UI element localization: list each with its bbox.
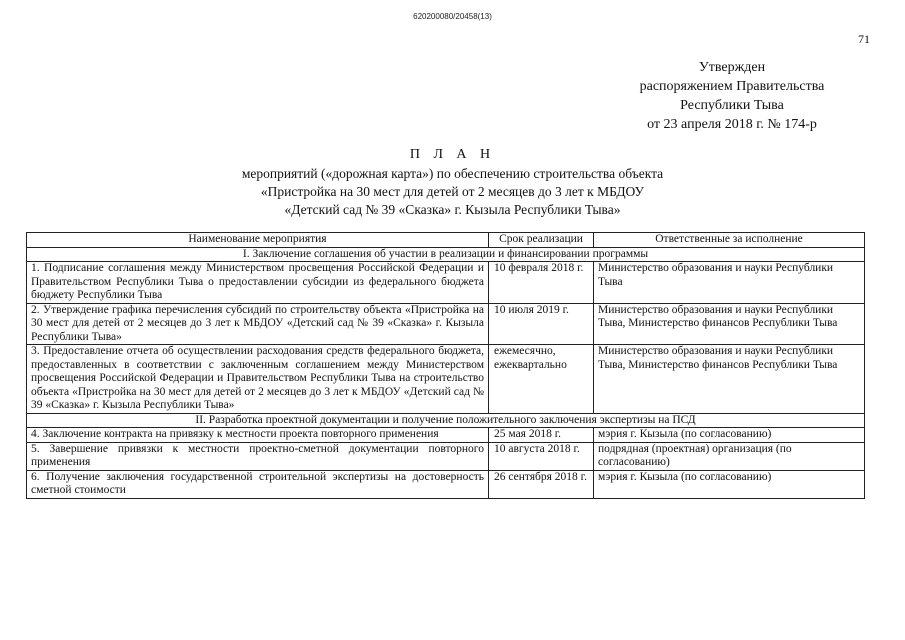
row-1-term: 10 февраля 2018 г. <box>489 262 594 304</box>
row-5-responsible: подрядная (проектная) организация (по согласованию) <box>594 442 865 470</box>
approval-line-2: распоряжением Правительства <box>639 79 825 94</box>
section-row <box>27 247 865 262</box>
approval-line-4: от 23 апреля 2018 г. № 174-р <box>647 117 817 132</box>
row-6-term: 26 сентября 2018 г. <box>489 470 594 498</box>
row-3-responsible: Министерство образования и науки Республики Тыва, Министерство финансов Республики Тыва <box>594 345 865 414</box>
approval-line-3: Республики Тыва <box>680 98 784 113</box>
row-5-activity: 5. Завершение привязки к местности проектно-сметной документации повторного применения <box>27 442 489 470</box>
plan-title: П Л А Н <box>409 147 496 162</box>
row-6-responsible: мэрия г. Кызыла (по согласованию) <box>594 470 865 498</box>
document-id: 620200080/20458(13) <box>413 12 492 21</box>
plan-subtitle-line-1: мероприятий («дорожная карта») по обеспечению строительства объекта <box>241 166 664 181</box>
row-2-responsible: Министерство образования и науки Республики Тыва, Министерство финансов Республики Тыва <box>594 303 865 345</box>
row-1-activity: 1. Подписание соглашения между Министерством просвещения Российской Федерации и Правительством Республики Тыва о предоставлении субсидии из федерального бюджета бюджету Республики Тыва <box>27 262 489 304</box>
table-row <box>27 470 865 498</box>
table-row <box>27 442 865 470</box>
approval-line-1: Утвержден <box>698 60 766 75</box>
row-3-activity: 3. Предоставление отчета об осуществлении расходования средств федерального бюджета, предоставленных в соответствии с заключенным соглашением между Министерством просвещения Российской Федерации и Правительством Республики Тыва на строительство объекта «Пристройка на 30 мест для детей от 2 месяцев до 3 лет к МБДОУ «Детский сад № 39 «Сказка» г. Кызыла Республики Тыва» <box>27 345 489 414</box>
section-2-title: II. Разработка проектной документации и получение положительного заключения экспертизы на ПСД <box>27 413 865 428</box>
row-2-term: 10 июля 2019 г. <box>489 303 594 345</box>
header-responsible: Ответственные за исполнение <box>594 233 865 248</box>
plan-subtitle <box>0 165 905 219</box>
header-activity: Наименование мероприятия <box>27 233 489 248</box>
section-1-title: I. Заключение соглашения об участии в реализации и финансировании программы <box>27 247 865 262</box>
row-6-activity: 6. Получение заключения государственной строительной экспертизы на достоверность сметной стоимости <box>27 470 489 498</box>
table-row <box>27 262 865 304</box>
table-row <box>27 428 865 443</box>
plan-subtitle-line-2: «Пристройка на 30 мест для детей от 2 месяцев до 3 лет к МБДОУ <box>260 184 645 199</box>
table-header-row <box>27 233 865 248</box>
plan-subtitle-line-3: «Детский сад № 39 «Сказка» г. Кызыла Республики Тыва» <box>284 202 621 217</box>
header-term: Срок реализации <box>489 233 594 248</box>
approval-stamp <box>560 58 904 134</box>
row-4-responsible: мэрия г. Кызыла (по согласованию) <box>594 428 865 443</box>
row-4-activity: 4. Заключение контракта на привязку к местности проекта повторного применения <box>27 428 489 443</box>
row-5-term: 10 августа 2018 г. <box>489 442 594 470</box>
table-row <box>27 345 865 414</box>
page-number: 71 <box>858 32 870 46</box>
plan-table <box>26 232 865 499</box>
section-row <box>27 413 865 428</box>
row-1-responsible: Министерство образования и науки Республики Тыва <box>594 262 865 304</box>
row-3-term: ежемесячно, ежеквартально <box>489 345 594 414</box>
table-row <box>27 303 865 345</box>
row-2-activity: 2. Утверждение графика перечисления субсидий по строительству объекта «Пристройка на 30 мест для детей от 2 месяцев до 3 лет к МБДОУ «Детский сад № 39 «Сказка» г. Кызыла Республики Тыва» <box>27 303 489 345</box>
row-4-term: 25 мая 2018 г. <box>489 428 594 443</box>
